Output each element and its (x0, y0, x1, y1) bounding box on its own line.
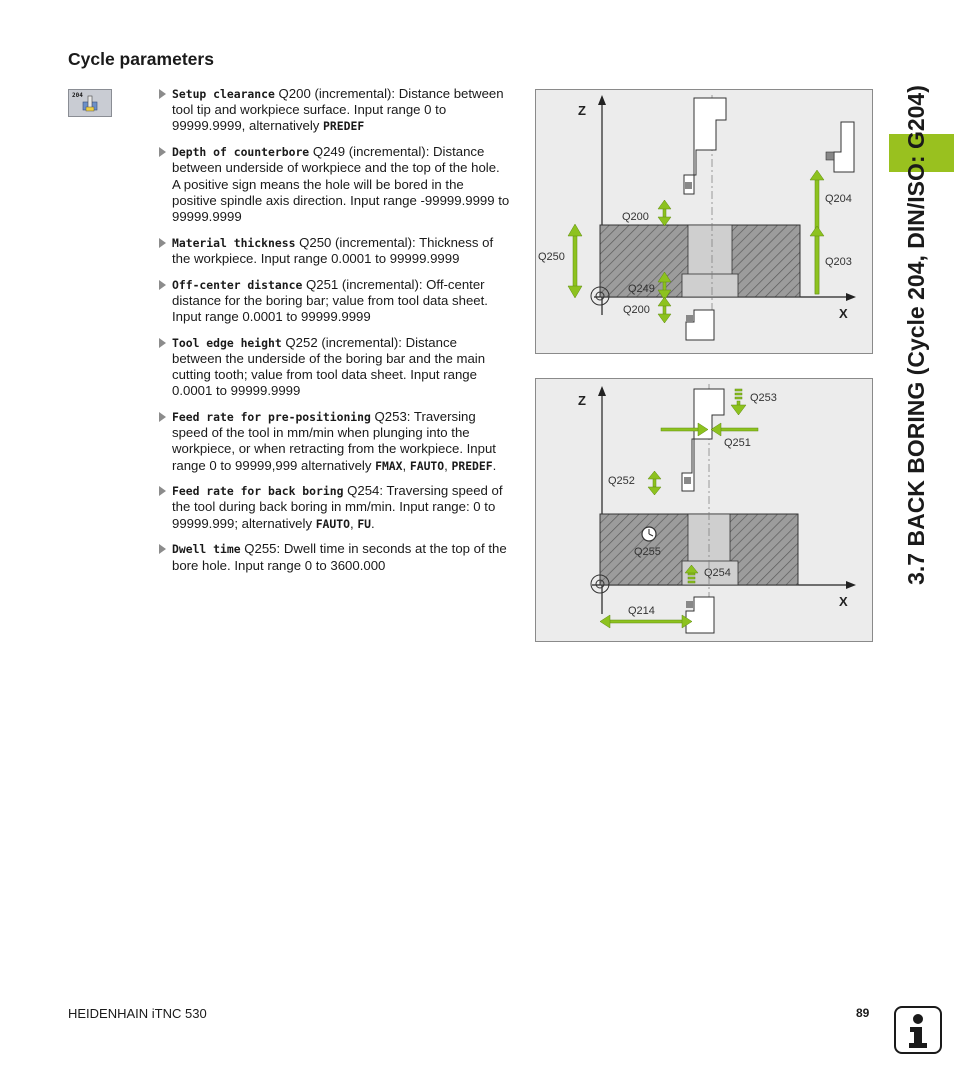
param-option: FU (357, 516, 372, 531)
diagram-back-boring-feeds (535, 378, 873, 642)
bullet-arrow-icon (159, 412, 166, 422)
param-option: FMAX (375, 458, 403, 473)
page-number: 89 (856, 1006, 870, 1020)
bullet-arrow-icon (159, 280, 166, 290)
label-q200-top: Q200 (622, 211, 649, 223)
param-feed-rate-back-boring (158, 483, 510, 532)
z-axis-label: Z (578, 393, 586, 408)
bullet-arrow-icon (159, 486, 166, 496)
label-q249: Q249 (628, 283, 655, 295)
param-description: Q253: Traversing speed of the tool in mm/min when plunging into the workpiece, or when retracting from the workpiece. Input range 0 to 99999,999 alternatively (172, 408, 496, 473)
param-description: Q255: Dwell time in seconds at the top of the bore hole. Input range 0 to 3600.000 (172, 541, 507, 573)
sentence-end: . (492, 457, 497, 473)
option-separator: , (444, 457, 452, 473)
bullet-arrow-icon (159, 89, 166, 99)
param-name: Off-center distance (172, 277, 303, 292)
label-q252: Q252 (608, 475, 635, 487)
boring-tool-reference (834, 122, 854, 172)
cycle-number: 204 (72, 92, 83, 99)
bullet-arrow-icon (159, 147, 166, 157)
label-q200-bottom: Q200 (623, 304, 650, 316)
boring-tool-top (684, 98, 726, 194)
boring-glyph-icon (69, 90, 111, 116)
bore-hole (688, 514, 730, 562)
param-description: Q250 (incremental): Thickness of the workpiece. Input range 0.0001 to 99999.9999 (172, 234, 494, 266)
bullet-arrow-icon (159, 544, 166, 554)
parameter-list (158, 86, 510, 583)
section-heading: Cycle parameters (68, 49, 214, 69)
param-option: FAUTO (315, 516, 350, 531)
param-description: Q249 (incremental): Distance between underside of workpiece and the top of the hole. A positive sign means the hole will be bored in the positive spindle axis direction. Input range -99999.9999 to 99999.9999 (172, 144, 510, 224)
param-name: Feed rate for back boring (172, 484, 344, 499)
option-separator: , (350, 515, 358, 531)
param-material-thickness (158, 235, 510, 267)
boring-tool-top (682, 389, 724, 491)
label-q204: Q204 (825, 193, 852, 205)
param-depth-of-counterbore (158, 144, 510, 225)
param-feed-rate-pre-positioning (158, 409, 510, 474)
param-description: Q252 (incremental): Distance between the underside of the boring bar and the main cutting tooth; value from tool data sheet. Input range 0.0001 to 99999.9999 (172, 334, 486, 399)
z-axis-label: Z (578, 103, 586, 118)
param-description: Q200 (incremental): Distance between tool tip and workpiece surface. Input range 0 to 99999.9999, alternatively (172, 86, 504, 134)
footer-product-name: HEIDENHAIN iTNC 530 (68, 1006, 207, 1021)
param-description: Q254: Traversing speed of the tool during back boring in mm/min. Input range: 0 to 99999.999; alternatively (172, 483, 503, 531)
param-name: Tool edge height (172, 335, 282, 350)
param-off-center-distance (158, 277, 510, 326)
param-name: Material thickness (172, 235, 296, 250)
bullet-arrow-icon (159, 238, 166, 248)
option-separator: , (402, 457, 410, 473)
label-q250: Q250 (538, 251, 565, 263)
bullet-arrow-icon (159, 338, 166, 348)
label-q251: Q251 (724, 437, 751, 449)
label-q255: Q255 (634, 546, 661, 558)
x-axis-label: X (839, 306, 848, 321)
label-q214: Q214 (628, 605, 655, 617)
sentence-end: . (371, 515, 375, 531)
x-axis-label: X (839, 594, 848, 609)
param-description: Q251 (incremental): Off-center distance for the boring bar; value from tool data sheet. Input range 0.0001 to 99999.9999 (172, 276, 488, 324)
param-tool-edge-height (158, 335, 510, 400)
side-chapter-title-text: 3.7 BACK BORING (Cycle 204, DIN/ISO: G204) (903, 85, 929, 585)
counterbore (682, 274, 738, 297)
cycle-204-softkey-icon (68, 89, 112, 117)
param-dwell-time (158, 541, 510, 573)
param-name: Depth of counterbore (172, 145, 310, 160)
param-name: Feed rate for pre-positioning (172, 409, 371, 424)
info-icon (894, 1006, 942, 1054)
param-option: FAUTO (409, 458, 445, 473)
label-q254: Q254 (704, 567, 731, 579)
param-name: Dwell time (172, 542, 241, 557)
param-option: PREDEF (451, 458, 493, 473)
boring-tool-bottom (686, 310, 714, 340)
param-option: PREDEF (323, 119, 365, 134)
param-name: Setup clearance (172, 87, 275, 101)
label-q203: Q203 (825, 256, 852, 268)
bore-hole (688, 225, 732, 275)
diagram-back-boring-depths (535, 89, 873, 354)
param-setup-clearance (158, 86, 510, 135)
label-q253: Q253 (750, 392, 777, 404)
